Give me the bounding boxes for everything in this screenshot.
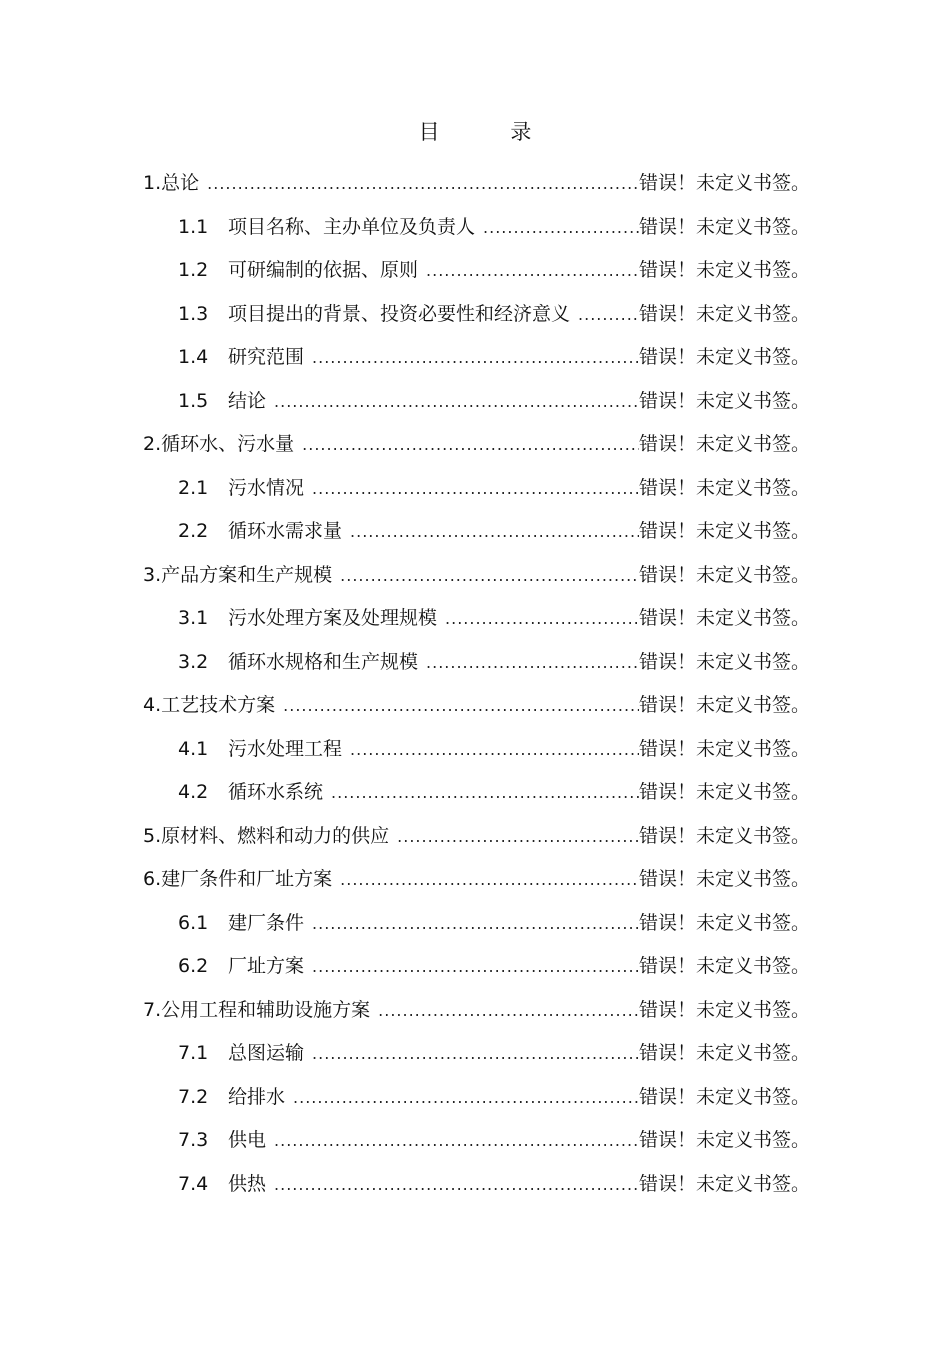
- toc-entry-title: 项目名称、主办单位及负责人: [228, 215, 476, 238]
- toc-dot-leader: [283, 684, 639, 728]
- toc-entry-page-ref: 错误！未定义书签。: [639, 172, 811, 194]
- toc-entry-number: 1.2: [178, 259, 209, 281]
- toc-entry[interactable]: [143, 641, 817, 685]
- toc-entry[interactable]: [143, 858, 817, 902]
- toc-entry-page-ref: 错误！未定义书签。: [639, 1042, 811, 1064]
- toc-entry[interactable]: [143, 554, 817, 598]
- toc-entry[interactable]: [143, 380, 817, 424]
- toc-entry-page-ref: 错误！未定义书签。: [639, 215, 811, 238]
- toc-entry-title: 6.建厂条件和厂址方案: [143, 868, 333, 890]
- toc-entry-page-ref: 错误！未定义书签。: [639, 1129, 811, 1151]
- toc-dot-leader: [274, 1119, 639, 1163]
- toc-entry[interactable]: [143, 467, 817, 511]
- toc-entry-page-ref: 错误！未定义书签。: [639, 346, 811, 368]
- toc-entry[interactable]: [143, 945, 817, 989]
- toc-entry-title: 7.公用工程和辅助设施方案: [143, 998, 371, 1021]
- toc-entry[interactable]: [143, 423, 817, 467]
- toc-entry[interactable]: [143, 815, 817, 859]
- toc-entry-page-ref: 错误！未定义书签。: [639, 1172, 811, 1195]
- toc-entry-page-ref: 错误！未定义书签。: [639, 694, 811, 716]
- toc-entry-page-ref: 错误！未定义书签。: [639, 520, 811, 542]
- toc-dot-leader: [445, 597, 639, 641]
- toc-dot-leader: [207, 162, 639, 206]
- toc-entry-title: 循环水需求量: [228, 520, 343, 542]
- toc-entry[interactable]: [143, 902, 817, 946]
- toc-entry-number: 6.1: [178, 911, 209, 934]
- toc-entry-title: 项目提出的背景、投资必要性和经济意义: [228, 302, 571, 325]
- toc-entry[interactable]: [143, 162, 817, 206]
- toc-dot-leader: [340, 858, 639, 902]
- toc-entry-page-ref: 错误！未定义书签。: [639, 433, 811, 455]
- toc-entry-number: 2.2: [178, 520, 209, 542]
- toc-entry-page-ref: 错误！未定义书签。: [639, 737, 811, 760]
- toc-dot-leader: [397, 815, 639, 859]
- toc-dot-leader: [350, 510, 639, 554]
- toc-entry-title: 供电: [228, 1129, 267, 1151]
- toc-dot-leader: [302, 423, 639, 467]
- toc-dot-leader: [426, 249, 639, 293]
- toc-entry-page-ref: 错误！未定义书签。: [639, 998, 811, 1021]
- toc-dot-leader: [274, 380, 639, 424]
- toc-entry-number: 1.4: [178, 346, 209, 368]
- toc-entry[interactable]: [143, 597, 817, 641]
- toc-entry-number: 2.1: [178, 476, 209, 499]
- toc-dot-leader: [312, 945, 639, 989]
- toc-entry[interactable]: [143, 1076, 817, 1120]
- toc-dot-leader: [312, 336, 639, 380]
- toc-entry-title: 建厂条件: [228, 911, 305, 934]
- toc-entry-page-ref: 错误！未定义书签。: [639, 389, 811, 412]
- toc-entry-page-ref: 错误！未定义书签。: [639, 781, 811, 803]
- toc-entry-number: 7.4: [178, 1172, 209, 1195]
- toc-entry-number: 4.1: [178, 737, 209, 760]
- toc-entry-number: 7.1: [178, 1042, 209, 1064]
- toc-entry[interactable]: [143, 1163, 817, 1207]
- toc-entry-title: 4.工艺技术方案: [143, 694, 276, 716]
- toc-entry-title: 总图运输: [228, 1042, 305, 1064]
- toc-entry-page-ref: 错误！未定义书签。: [639, 563, 811, 586]
- toc-entry-title: 污水情况: [228, 476, 305, 499]
- toc-entry-number: 6.2: [178, 955, 209, 977]
- toc-dot-leader: [340, 554, 639, 598]
- toc-dot-leader: [378, 989, 639, 1033]
- toc-entry-number: 7.3: [178, 1129, 209, 1151]
- toc-entry-page-ref: 错误！未定义书签。: [639, 955, 811, 977]
- toc-entry[interactable]: [143, 336, 817, 380]
- toc-dot-leader: [312, 467, 639, 511]
- toc-dot-leader: [331, 771, 639, 815]
- toc-entry-page-ref: 错误！未定义书签。: [639, 824, 811, 847]
- toc-dot-leader: [578, 293, 639, 337]
- toc-entry-number: 1.5: [178, 389, 209, 412]
- toc-entry[interactable]: [143, 684, 817, 728]
- toc-entry-title: 污水处理方案及处理规模: [228, 607, 438, 629]
- toc-entry-title: 3.产品方案和生产规模: [143, 563, 333, 586]
- toc-entry-title: 给排水: [228, 1085, 286, 1108]
- toc-entry-number: 4.2: [178, 781, 209, 803]
- toc-entry[interactable]: [143, 1119, 817, 1163]
- toc-title: 目 录: [418, 120, 564, 144]
- toc-entry-title: 厂址方案: [228, 955, 305, 977]
- toc-entry-title: 5.原材料、燃料和动力的供应: [143, 824, 390, 847]
- toc-entry-title: 循环水系统: [228, 781, 324, 803]
- toc-entry[interactable]: [143, 728, 817, 772]
- toc-entry-page-ref: 错误！未定义书签。: [639, 868, 811, 890]
- toc-entry-page-ref: 错误！未定义书签。: [639, 650, 811, 673]
- toc-entry[interactable]: [143, 510, 817, 554]
- toc-entry[interactable]: [143, 249, 817, 293]
- toc-entry[interactable]: [143, 206, 817, 250]
- toc-entry-page-ref: 错误！未定义书签。: [639, 302, 811, 325]
- toc-entry-title: 结论: [228, 389, 267, 412]
- toc-entry-title: 研究范围: [228, 346, 305, 368]
- toc-entry-number: 7.2: [178, 1085, 209, 1108]
- toc-dot-leader: [426, 641, 639, 685]
- toc-entry-page-ref: 错误！未定义书签。: [639, 476, 811, 499]
- toc-entry-number: 3.2: [178, 650, 209, 673]
- toc-entry-number: 1.3: [178, 302, 209, 325]
- toc-entry-title: 污水处理工程: [228, 737, 343, 760]
- toc-entry[interactable]: [143, 1032, 817, 1076]
- toc-entry[interactable]: [143, 293, 817, 337]
- toc-entry-title: 1.总论: [143, 172, 200, 194]
- toc-dot-leader: [274, 1163, 639, 1207]
- toc-entry-page-ref: 错误！未定义书签。: [639, 259, 811, 281]
- toc-dot-leader: [483, 206, 639, 250]
- toc-entry-page-ref: 错误！未定义书签。: [639, 911, 811, 934]
- toc-dot-leader: [293, 1076, 639, 1120]
- toc-dot-leader: [350, 728, 639, 772]
- toc-entry-number: 1.1: [178, 215, 209, 238]
- toc-entry-title: 循环水规格和生产规模: [228, 650, 419, 673]
- toc-entry[interactable]: [143, 989, 817, 1033]
- toc-entry-title: 供热: [228, 1172, 267, 1195]
- toc-entry[interactable]: [143, 771, 817, 815]
- toc-entry-number: 3.1: [178, 607, 209, 629]
- toc-list: [143, 162, 817, 1206]
- toc-entry-page-ref: 错误！未定义书签。: [639, 1085, 811, 1108]
- toc-entry-title: 可研编制的依据、原则: [228, 259, 419, 281]
- toc-dot-leader: [312, 1032, 639, 1076]
- toc-entry-title: 2.循环水、污水量: [143, 433, 295, 455]
- toc-entry-page-ref: 错误！未定义书签。: [639, 607, 811, 629]
- toc-dot-leader: [312, 902, 639, 946]
